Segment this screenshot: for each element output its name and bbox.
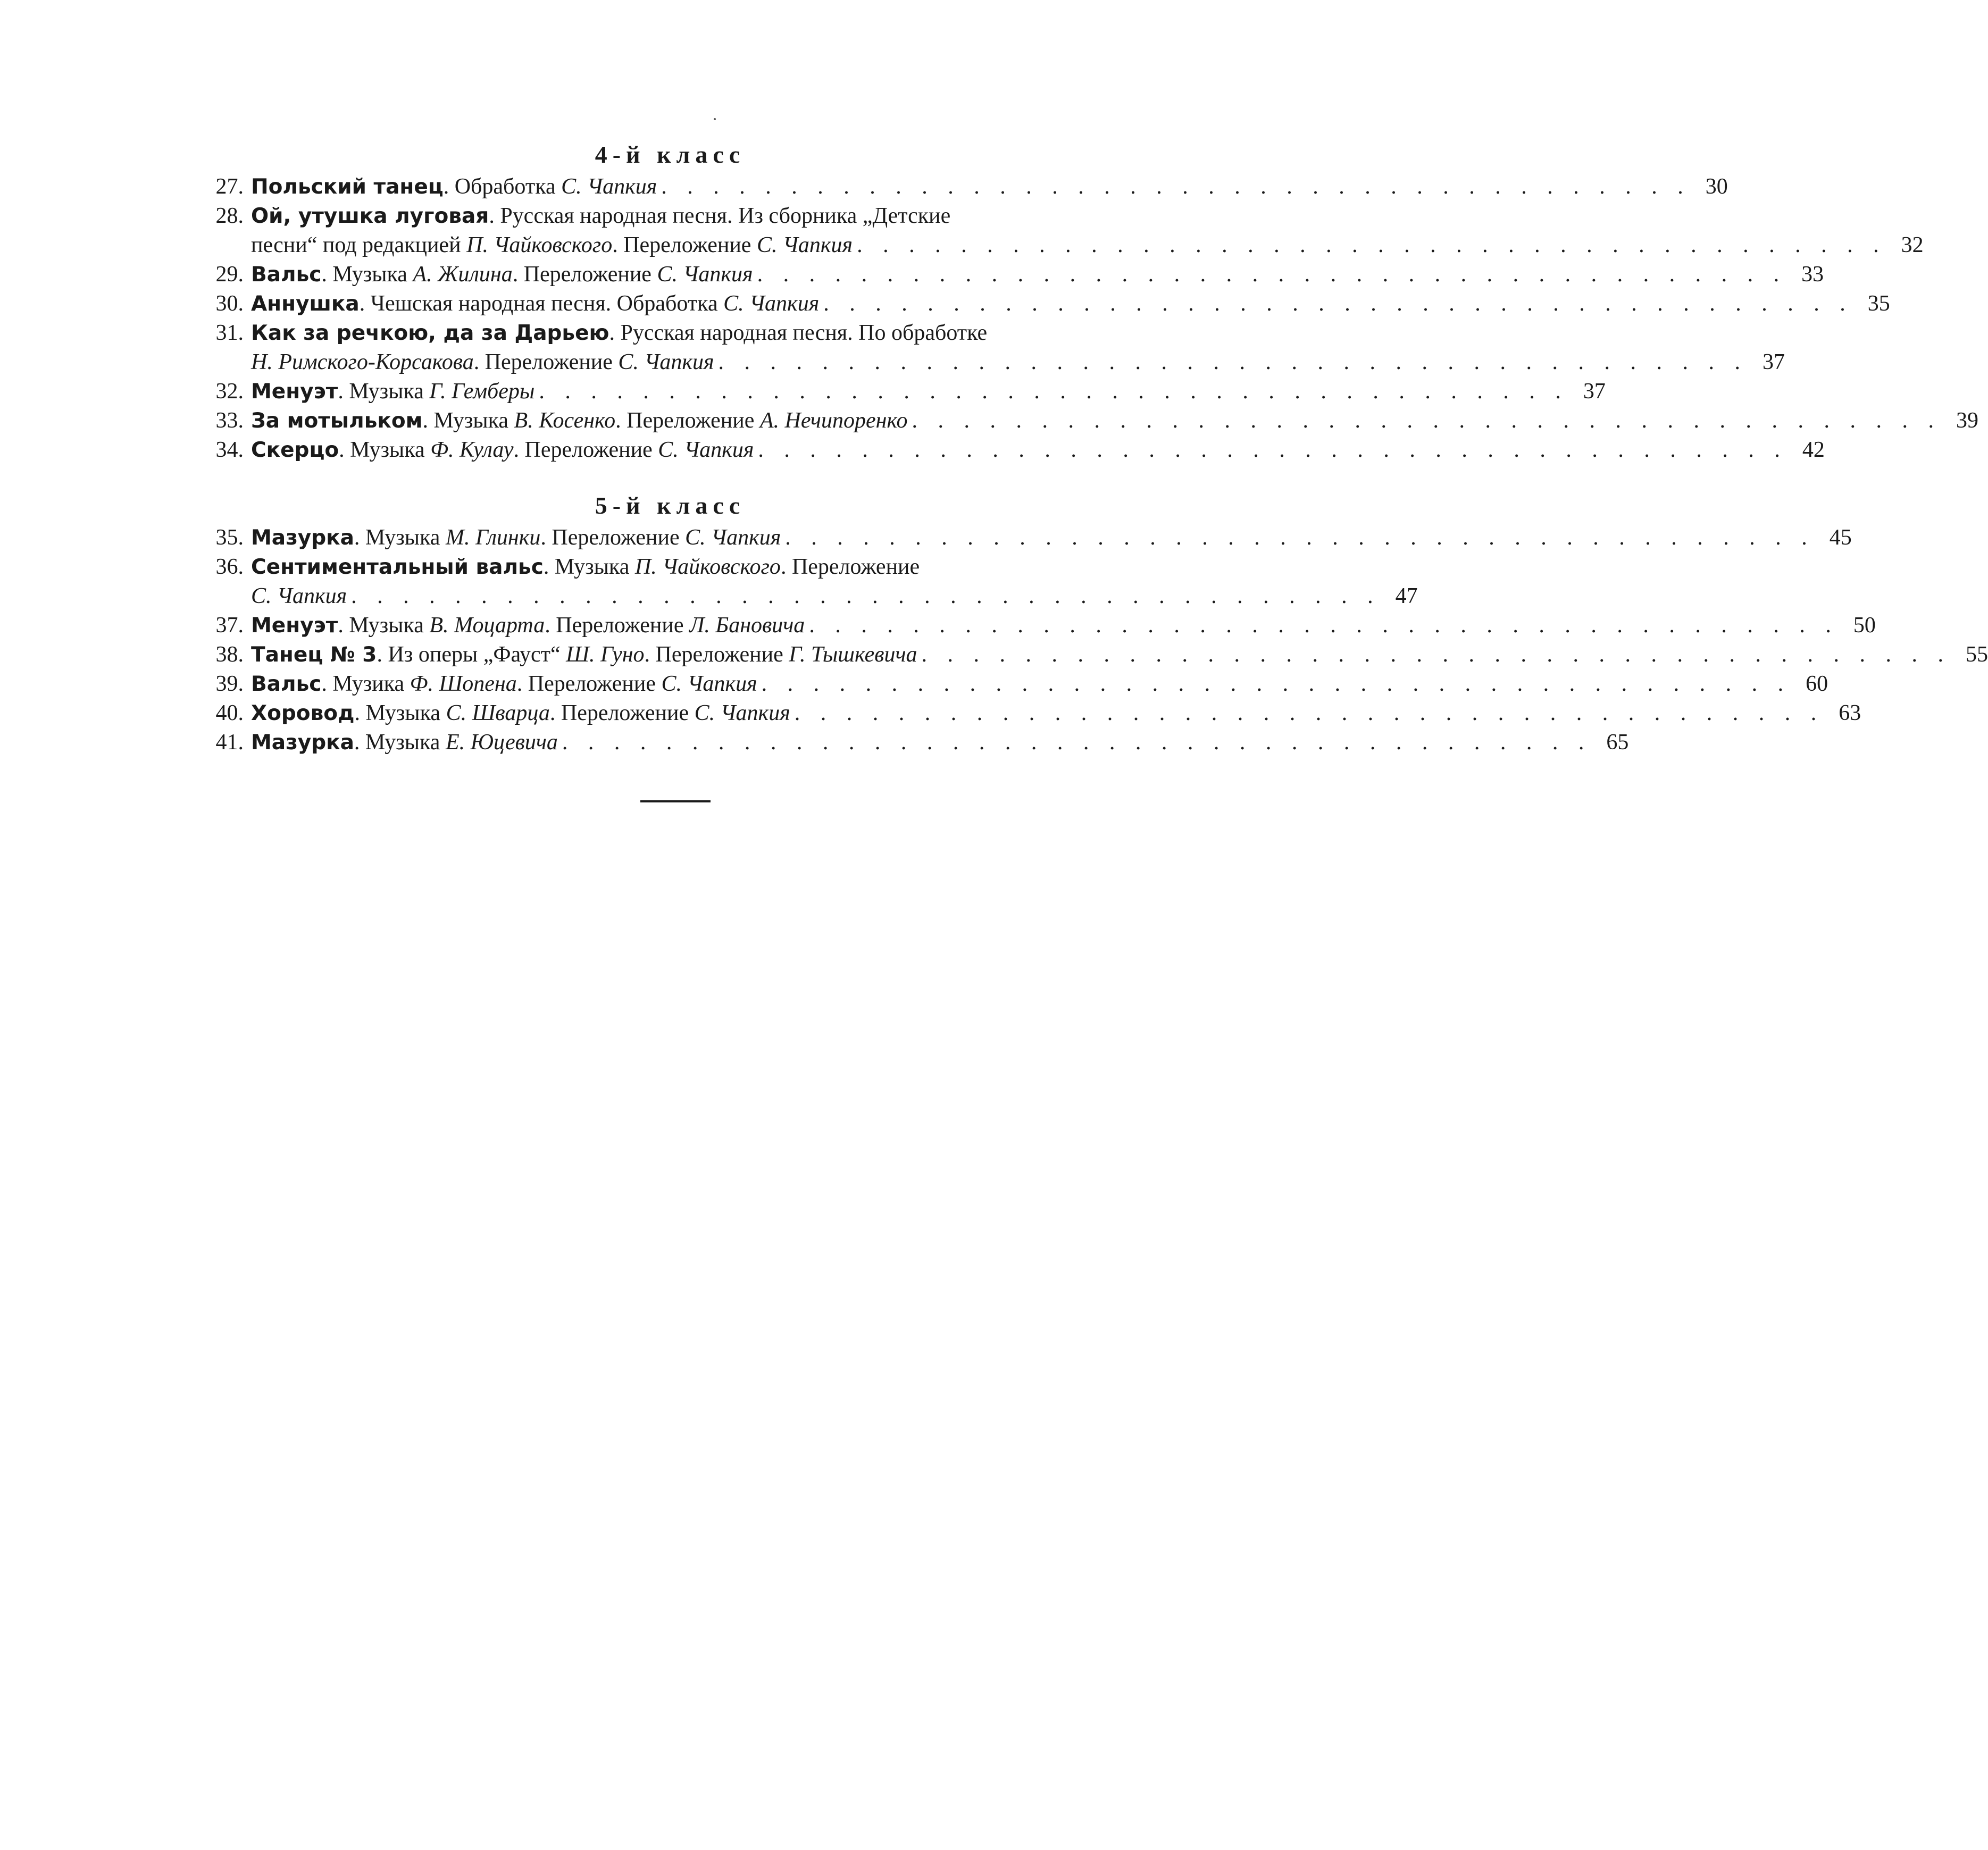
page-number: 60	[1806, 672, 1828, 696]
dot-leader: . . . . . . . . . . . . . . . . . . . . . . . . . . . . . . . . . . . . . . . .	[912, 408, 1941, 433]
dot-leader: . . . . . . . . . . . . . . . . . . . . . . . . . . . . . . . . . . . . . . . .	[785, 525, 1815, 550]
toc-entry	[202, 289, 1890, 319]
dot-leader: . . . . . . . . . . . . . . . . . . . . . . . . . . . . . . . . . . . . . . . .	[857, 233, 1886, 257]
person-name: С. Чапкия	[561, 174, 657, 199]
piece-title: Мазурка	[251, 731, 354, 755]
dot-leader: . . . . . . . . . . . . . . . . . . . . . . . . . . . . . . . . . . . . . . . .	[661, 174, 1691, 199]
entry-text	[251, 553, 920, 582]
piece-title: Вальс	[251, 263, 322, 287]
entry-text	[251, 523, 781, 553]
entry-number: 29.	[215, 262, 244, 287]
entry-number: 36.	[215, 555, 244, 579]
person-name: С. Чапкия	[756, 233, 853, 257]
piece-title: Скерцо	[251, 438, 339, 462]
dot-leader: . . . . . . . . . . . . . . . . . . . . . . . . . . . . . . . . . . . . . . . .	[757, 262, 1787, 287]
person-name: С. Чапкия	[694, 701, 790, 725]
entry-note: . Музыка	[338, 379, 430, 404]
person-name: П. Чайковского	[634, 555, 781, 579]
page-number: 65	[1606, 730, 1629, 755]
entry-note: . Музыка	[338, 613, 430, 638]
entry-text	[251, 640, 917, 669]
section-grade-4	[202, 137, 1978, 465]
toc-list	[202, 172, 1978, 465]
person-name: П. Чайковского	[466, 233, 613, 257]
entry-note: . Переложение	[540, 525, 686, 550]
dot-leader: . . . . . . . . . . . . . . . . . . . . . . . . . . . . . . . . . . . . . . . .	[823, 291, 1853, 316]
entry-note: . Переложение	[612, 233, 757, 257]
page-number: 55	[1966, 642, 1988, 667]
person-name: Н. Римского-Корсакова	[251, 350, 474, 374]
toc-entry	[202, 640, 1988, 669]
piece-title: Аннушка	[251, 292, 360, 316]
entry-note: . Русская народная песня. По обработке	[609, 321, 988, 345]
scan-speck	[714, 118, 716, 120]
entry-note: . Переложение	[615, 408, 760, 433]
entry-note: . Музыка	[339, 438, 431, 462]
entry-text	[251, 669, 757, 699]
toc-entry	[202, 406, 1978, 436]
entry-number: 37.	[215, 613, 244, 638]
entry-number: 40.	[215, 701, 244, 725]
entry-note: . Музыка	[354, 525, 446, 550]
toc-entry	[202, 728, 1629, 757]
entry-note: . Переложение	[545, 613, 689, 638]
dot-leader: . . . . . . . . . . . . . . . . . . . . . . . . . . . . . . . . . . . . . . . .	[758, 438, 1787, 462]
person-name: С. Чапкия	[723, 291, 820, 316]
page-number: 30	[1705, 174, 1728, 199]
section-heading: 5-й класс	[595, 492, 746, 519]
entry-number: 41.	[215, 730, 244, 755]
piece-title: Мазурка	[251, 526, 354, 550]
section-grade-5	[202, 488, 1988, 757]
page-number: 63	[1839, 701, 1861, 725]
piece-title: Хоровод	[251, 701, 355, 725]
entry-note: . Из оперы „Фауст“	[377, 642, 566, 667]
piece-title: Сентиментальный вальс	[251, 555, 544, 579]
entry-note: . Музыка	[354, 730, 446, 755]
piece-title: Менуэт	[251, 614, 338, 638]
toc-entry	[202, 523, 1852, 553]
piece-title: Менуэт	[251, 380, 338, 404]
piece-title: За мотыльком	[251, 409, 423, 433]
entry-note: . Обработка	[443, 174, 562, 199]
piece-title: Польский танец	[251, 175, 444, 199]
entry-text	[251, 260, 753, 289]
person-name: Ш. Гуно	[566, 642, 645, 667]
dot-leader: . . . . . . . . . . . . . . . . . . . . . . . . . . . . . . . . . . . . . . . .	[539, 379, 1568, 404]
piece-title: Как за речкою, да за Дарьею	[251, 321, 609, 345]
entry-text	[251, 319, 987, 348]
entry-note: . Переложение	[516, 672, 662, 696]
entry-number: 34.	[215, 438, 244, 462]
person-name: В. Косенко	[514, 408, 616, 433]
dot-leader: . . . . . . . . . . . . . . . . . . . . . . . . . . . . . . . . . . . . . . . .	[921, 642, 1951, 667]
person-name: С. Чапкия	[251, 584, 347, 608]
piece-title: Вальс	[251, 672, 322, 696]
page-number: 37	[1583, 379, 1606, 404]
page-number: 33	[1801, 262, 1824, 287]
entry-note: . Переложение	[473, 350, 619, 374]
entry-number: 32.	[215, 379, 244, 404]
entry-note: . Переложение	[780, 555, 920, 579]
entry-number: 35.	[215, 525, 244, 550]
entry-note: . Русская народная песня. Из сборника „Детские	[489, 204, 951, 228]
person-name: Л. Бановича	[689, 613, 805, 638]
entry-note: . Музыка	[321, 262, 413, 287]
entry-note: . Музыка	[543, 555, 635, 579]
person-name: С. Чапкия	[685, 525, 781, 550]
person-name: С. Чапкия	[657, 262, 753, 287]
page-number: 37	[1763, 350, 1785, 374]
person-name: С. Чапкия	[658, 438, 754, 462]
toc-entry	[202, 611, 1876, 640]
dot-leader: . . . . . . . . . . . . . . . . . . . . . . . . . . . . . . . . . . . . . . . .	[794, 701, 1824, 725]
entry-note: . Переложение	[549, 701, 695, 725]
entry-text	[251, 289, 819, 319]
end-rule	[640, 800, 711, 802]
page-number: 47	[1395, 584, 1418, 608]
person-name: Г. Тышкевича	[789, 642, 917, 667]
entry-note: . Чешская народная песня. Обработка	[359, 291, 724, 316]
person-name: А. Нечипоренко	[759, 408, 908, 433]
entry-text	[251, 436, 754, 465]
entry-text	[251, 728, 558, 757]
dot-leader: . . . . . . . . . . . . . . . . . . . . . . . . . . . . . . . . . . . . . . . .	[809, 613, 1839, 638]
entry-note: . Переложение	[512, 262, 657, 287]
entry-text	[251, 348, 714, 377]
person-name: Ф. Шопена	[410, 672, 517, 696]
page-number: 45	[1829, 525, 1852, 550]
toc-entry	[202, 436, 1825, 465]
person-name: В. Моцарта	[429, 613, 545, 638]
entry-number: 28.	[215, 204, 244, 228]
entry-text	[251, 202, 950, 231]
person-name: М. Глинки	[445, 525, 541, 550]
entry-note: . Музика	[321, 672, 410, 696]
entry-text	[251, 582, 347, 611]
page-number: 35	[1867, 291, 1890, 316]
piece-title: Танец № 3	[251, 643, 377, 667]
page-number: 32	[1901, 233, 1924, 257]
entry-number: 39.	[215, 672, 244, 696]
entry-number: 27.	[215, 174, 244, 199]
person-name: А. Жилина	[413, 262, 513, 287]
entry-text	[251, 377, 534, 406]
toc-entry	[202, 260, 1824, 289]
toc-entry	[202, 553, 1418, 611]
dot-leader: . . . . . . . . . . . . . . . . . . . . . . . . . . . . . . . . . . . . . . . .	[761, 672, 1791, 696]
person-name: Ф. Кулау	[430, 438, 514, 462]
entry-text	[251, 231, 853, 260]
entry-note: . Музыка	[422, 408, 514, 433]
toc-entry	[202, 669, 1828, 699]
toc-entry	[202, 202, 1924, 260]
toc-entry	[202, 699, 1861, 728]
page-number: 42	[1802, 438, 1825, 462]
person-name: Е. Юцевича	[445, 730, 558, 755]
entry-text	[251, 699, 790, 728]
dot-leader: . . . . . . . . . . . . . . . . . . . . . . . . . . . . . . . . . . . . . . . .	[718, 350, 1748, 374]
section-heading: 4-й класс	[595, 141, 746, 168]
entry-number: 30.	[215, 291, 244, 316]
page-number: 39	[1956, 408, 1978, 433]
toc-list	[202, 523, 1988, 757]
person-name: Г. Гемберы	[429, 379, 535, 404]
dot-leader: . . . . . . . . . . . . . . . . . . . . . . . . . . . . . . . . . . . . . . . .	[351, 584, 1381, 608]
entry-number: 33.	[215, 408, 244, 433]
person-name: С. Чапкия	[661, 672, 757, 696]
entry-text	[251, 406, 907, 436]
toc-entry	[202, 172, 1728, 202]
toc-entry	[202, 319, 1785, 377]
page-number: 50	[1853, 613, 1876, 638]
entry-number: 38.	[215, 642, 244, 667]
entry-note: песни“ под редакцией	[251, 233, 467, 257]
entry-note: . Музыка	[354, 701, 446, 725]
person-name: С. Чапкия	[618, 350, 714, 374]
piece-title: Ой, утушка луговая	[251, 204, 489, 228]
entry-text	[251, 172, 657, 202]
toc-entry	[202, 377, 1606, 406]
person-name: С. Шварца	[446, 701, 550, 725]
entry-note: . Переложение	[644, 642, 789, 667]
entry-note: . Переложение	[513, 438, 658, 462]
entry-number: 31.	[215, 321, 244, 345]
entry-text	[251, 611, 805, 640]
dot-leader: . . . . . . . . . . . . . . . . . . . . . . . . . . . . . . . . . . . . . . . .	[562, 730, 1592, 755]
